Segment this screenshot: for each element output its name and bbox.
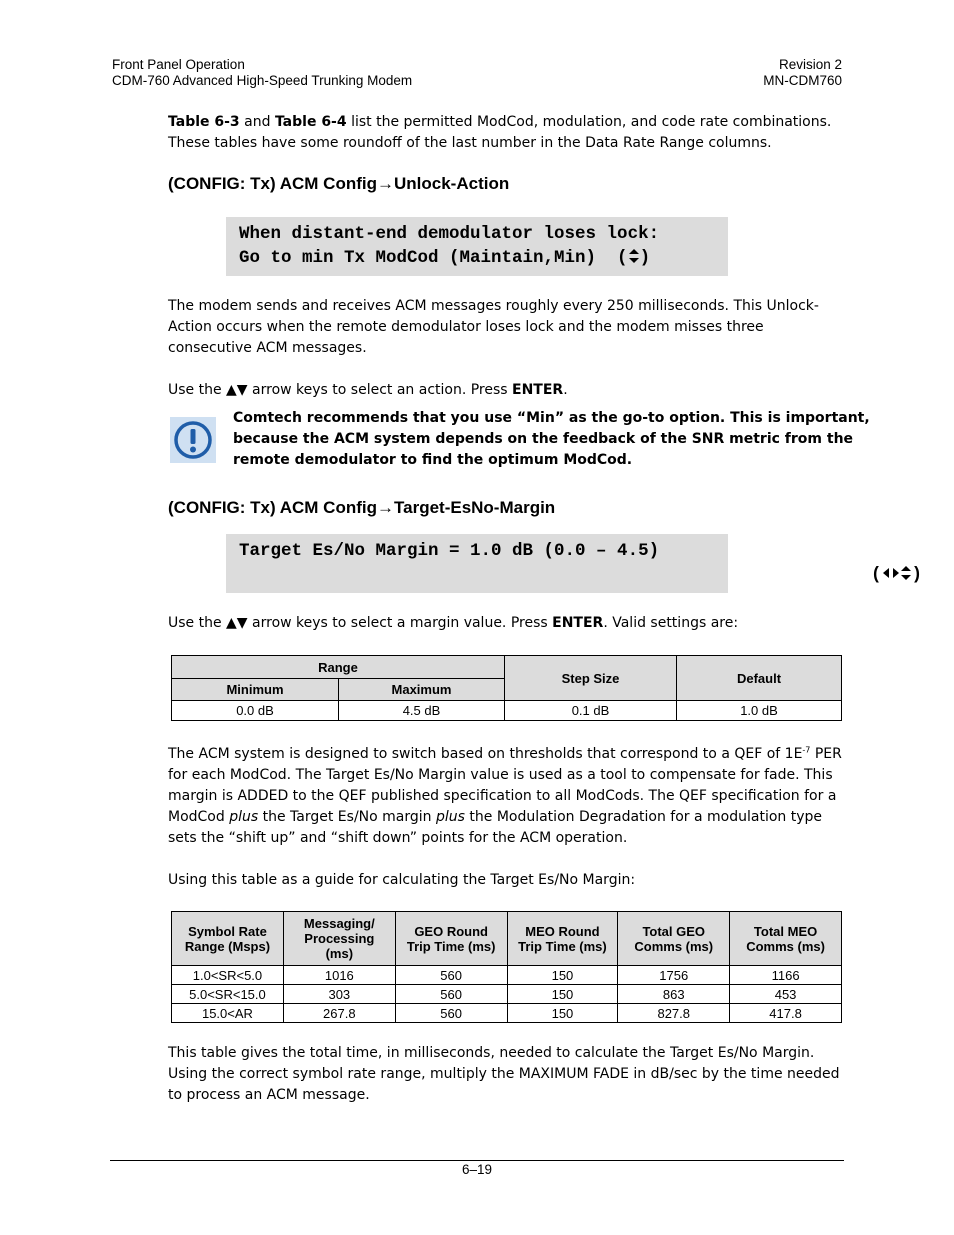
step-size-header: Step Size — [505, 656, 677, 701]
up-down-arrow-keys-icon: ▲▼ — [226, 382, 248, 398]
margin-range-table — [171, 655, 842, 721]
right-arrow-icon: → — [377, 498, 394, 517]
footer-divider — [110, 1160, 844, 1161]
range-header: Range — [172, 656, 505, 679]
header-chapter: Front Panel Operation — [112, 57, 245, 72]
meo-rtt-header: MEO Round Trip Time (ms) — [507, 912, 618, 966]
maximum-header: Maximum — [339, 679, 505, 701]
important-note-text: Comtech recommends that you use “Min” as the go-to option. This is important, because the ACM system depends on the feedback of the SNR metric from the remote demodulator to find the optimum ModCod. — [233, 410, 870, 468]
intro-paragraph: Table 6-3 and Table 6-4 list the permitted ModCod, modulation, and code rate combinations. These tables have some roundoff of the last number in the Data Rate Range columns. — [168, 114, 832, 151]
header-left — [112, 57, 412, 89]
lcd-line-2: Go to min Tx ModCod (Maintain,Min) ( ) — [239, 248, 651, 268]
page-number: 6–19 — [461, 1162, 493, 1177]
table-guide-paragraph: Using this table as a guide for calculating the Target Es/No Margin: — [168, 872, 636, 888]
total-meo-header: Total MEO Comms (ms) — [730, 912, 842, 966]
table-ref-6-3[interactable]: Table 6-3 — [168, 114, 240, 130]
minimum-value: 0.0 dB — [172, 701, 339, 721]
total-geo-header: Total GEO Comms (ms) — [618, 912, 730, 966]
table-row — [172, 701, 842, 721]
up-down-arrow-keys-icon: ▲▼ — [226, 615, 248, 631]
lcd-line-1: When distant-end demodulator loses lock: — [239, 224, 660, 244]
minimum-header: Minimum — [172, 679, 339, 701]
table-row: 5.0<SR<15.0 303 560 150 863 453 — [172, 985, 842, 1004]
table-ref-6-4[interactable]: Table 6-4 — [274, 114, 347, 130]
default-header: Default — [677, 656, 842, 701]
up-down-arrows-icon — [900, 565, 912, 581]
symbol-rate-header: Symbol Rate Range (Msps) — [172, 912, 284, 966]
acm-threshold-paragraph: The ACM system is designed to switch based on thresholds that correspond to a QEF of $1E^{-7}$ PER for each ModCod. The Target Es/No Margin value is used as a tool to compensate for fade. This margin is ADDED to the QEF published specification to all ModCods. The QEF specification for a ModCod plus the Target Es/No margin plus the Modulation Degradation for a modulation type sets the “shift up” and “shift down” points for the ACM operation. — [168, 745, 842, 846]
header-right — [763, 57, 842, 89]
header-product: CDM-760 Advanced High-Speed Trunking Modem — [112, 73, 413, 88]
default-value: 1.0 dB — [677, 701, 842, 721]
section-heading-unlock-action: (CONFIG: Tx) ACM Config→Unlock-Action — [168, 174, 510, 193]
messaging-header: Messaging/ Processing (ms) — [283, 912, 395, 966]
geo-rtt-header: GEO Round Trip Time (ms) — [395, 912, 507, 966]
step-size-value: 0.1 dB — [505, 701, 677, 721]
total-time-paragraph: This table gives the total time, in milliseconds, needed to calculate the Target Es/No Margin. Using the correct symbol rate range, multiply the MAXIMUM FADE in dB/sec by the time needed to process an ACM message. — [168, 1045, 840, 1103]
right-arrow-icon: → — [377, 174, 394, 193]
target-margin-instructions: Use the ▲▼ arrow keys to select a margin value. Press ENTER. Valid settings are: — [168, 615, 739, 631]
up-down-arrows-icon — [628, 248, 640, 264]
unlock-action-instructions: Use the ▲▼ arrow keys to select an action. Press ENTER. — [168, 382, 568, 398]
lcd-line-2: ( ) — [871, 565, 923, 585]
acm-timing-table — [171, 911, 842, 1023]
lcd-line-1: Target Es/No Margin = 1.0 dB (0.0 – 4.5) — [239, 541, 660, 561]
lcd-display-target-margin — [226, 534, 923, 593]
table-row: 1.0<SR<5.0 1016 560 150 1756 1166 — [172, 966, 842, 985]
maximum-value: 4.5 dB — [339, 701, 505, 721]
timing-header-row — [172, 912, 842, 966]
header-doc-number: MN-CDM760 — [763, 73, 842, 88]
important-note-icon — [170, 417, 216, 463]
header-revision: Revision 2 — [778, 57, 842, 72]
lcd-display-unlock-action — [226, 217, 728, 276]
table-row: 15.0<AR 267.8 560 150 827.8 417.8 — [172, 1004, 842, 1023]
left-right-arrows-icon — [882, 566, 900, 580]
section-heading-target-esno-margin: (CONFIG: Tx) ACM Config→Target-EsNo-Margin — [168, 498, 556, 517]
unlock-action-description: The modem sends and receives ACM messages roughly every 250 milliseconds. This Unlock- Action occurs when the remote demodulator loses lock and the modem misses three consecutive ACM messages. — [168, 298, 819, 356]
